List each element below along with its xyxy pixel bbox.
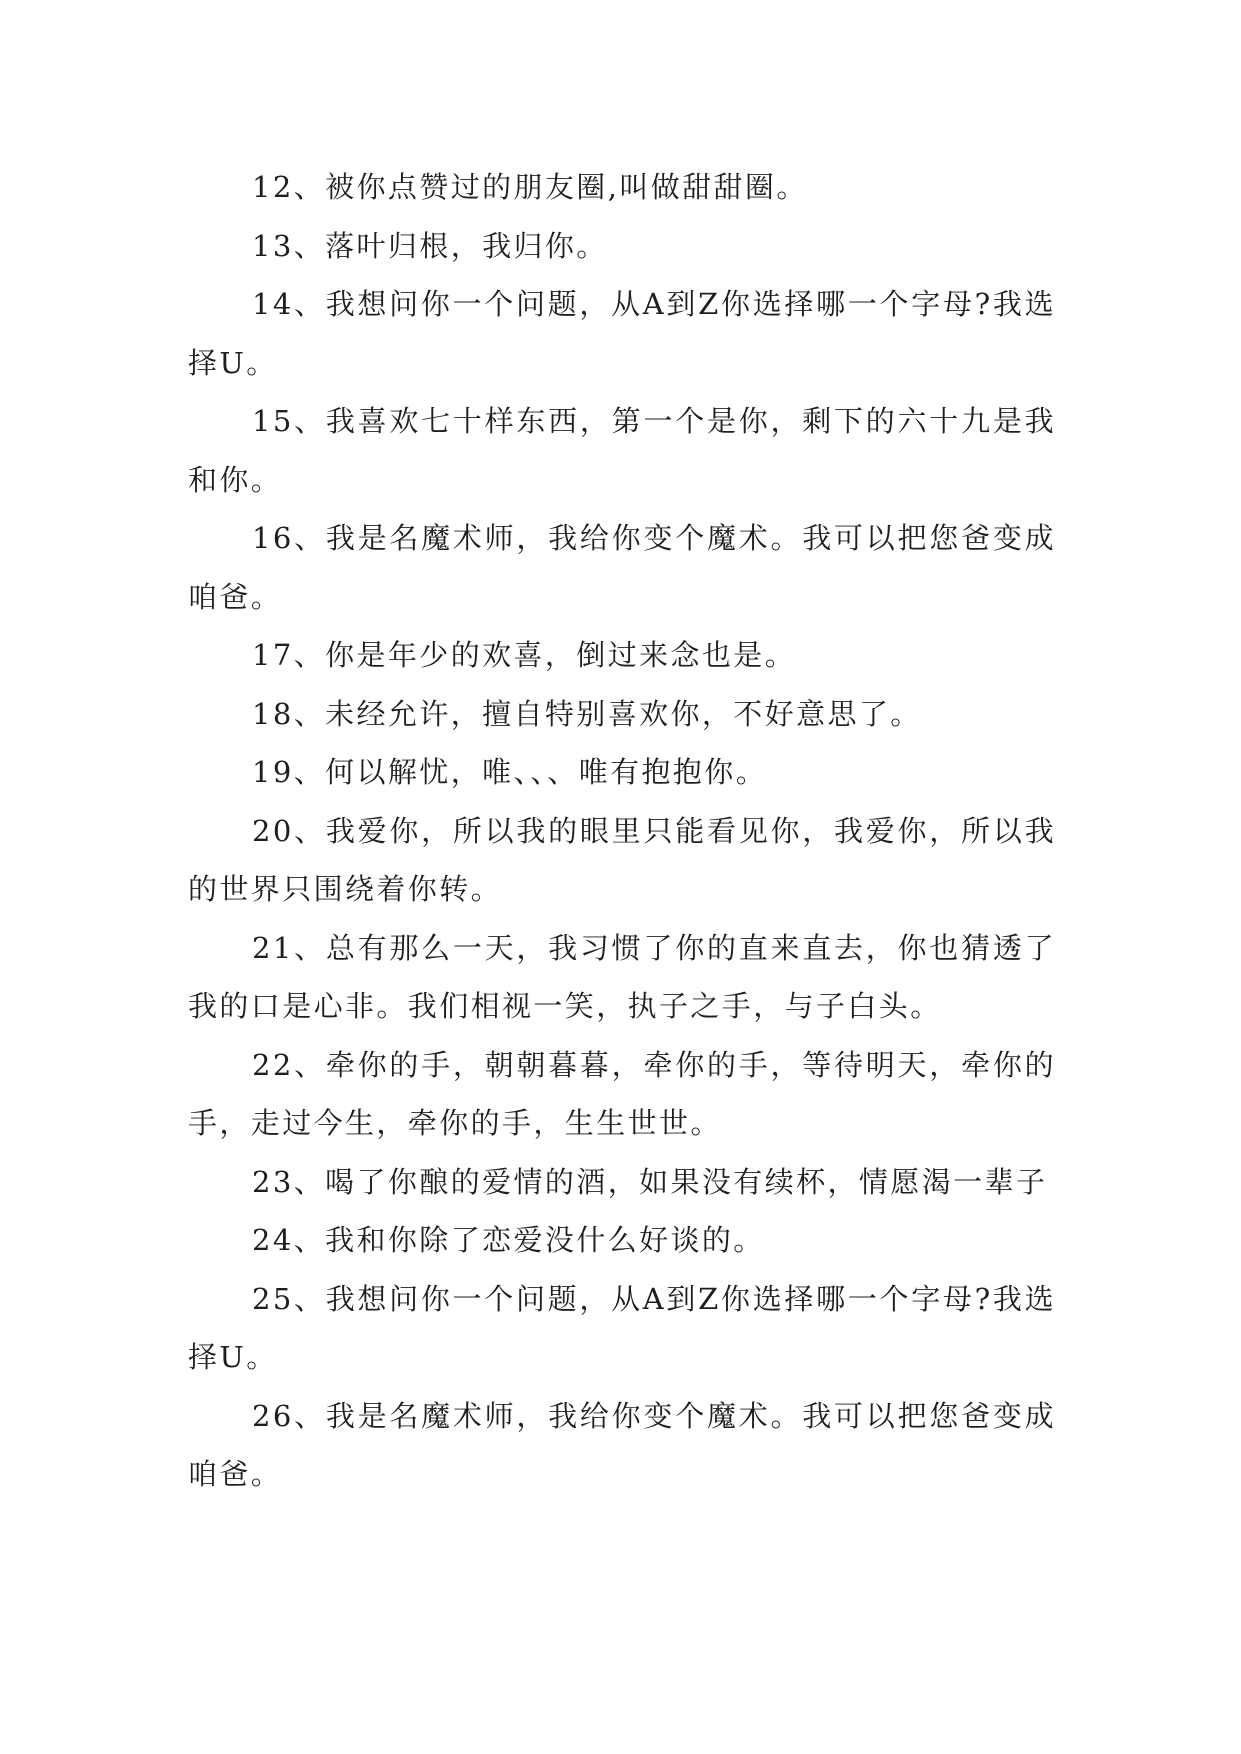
paragraph-20: 20、我爱你，所以我的眼里只能看见你，我爱你，所以我的世界只围绕着你转。 <box>188 813 1056 906</box>
paragraph-19: 19、何以解忧，唯、、、唯有抱抱你。 <box>252 755 768 789</box>
paragraph-16: 16、我是名魔术师，我给你变个魔术。我可以把您爸变成咱爸。 <box>188 521 1056 614</box>
paragraph-23: 23、喝了你酿的爱情的酒，如果没有续杯，情愿渴一辈子 <box>252 1164 1048 1199</box>
paragraph-13: 13、落叶归根，我归你。 <box>252 228 608 263</box>
paragraph-14: 14、我想问你一个问题，从A到Z你选择哪一个字母?我选择U。 <box>188 287 1056 380</box>
paragraph-15: 15、我喜欢七十样东西，第一个是你，剩下的六十九是我和你。 <box>188 404 1056 497</box>
paragraph-22: 22、牵你的手，朝朝暮暮，牵你的手，等待明天，牵你的手，走过今生，牵你的手，生生世世。 <box>188 1047 1056 1140</box>
paragraph-21: 21、总有那么一天，我习惯了你的直来直去，你也猜透了我的口是心非。我们相视一笑，执子之手，与子白头。 <box>188 930 1056 1023</box>
document-body <box>188 158 1056 1504</box>
paragraph-24: 24、我和你除了恋爱没什么好谈的。 <box>252 1223 765 1257</box>
paragraph-26: 26、我是名魔术师，我给你变个魔术。我可以把您爸变成咱爸。 <box>188 1398 1056 1491</box>
paragraph-12: 12、被你点赞过的朋友圈,叫做甜甜圈。 <box>252 170 808 204</box>
paragraph-25: 25、我想问你一个问题，从A到Z你选择哪一个字母?我选择U。 <box>188 1281 1056 1374</box>
paragraph-17: 17、你是年少的欢喜，倒过来念也是。 <box>252 638 797 672</box>
paragraph-18: 18、未经允许，擅自特别喜欢你，不好意思了。 <box>252 696 922 731</box>
